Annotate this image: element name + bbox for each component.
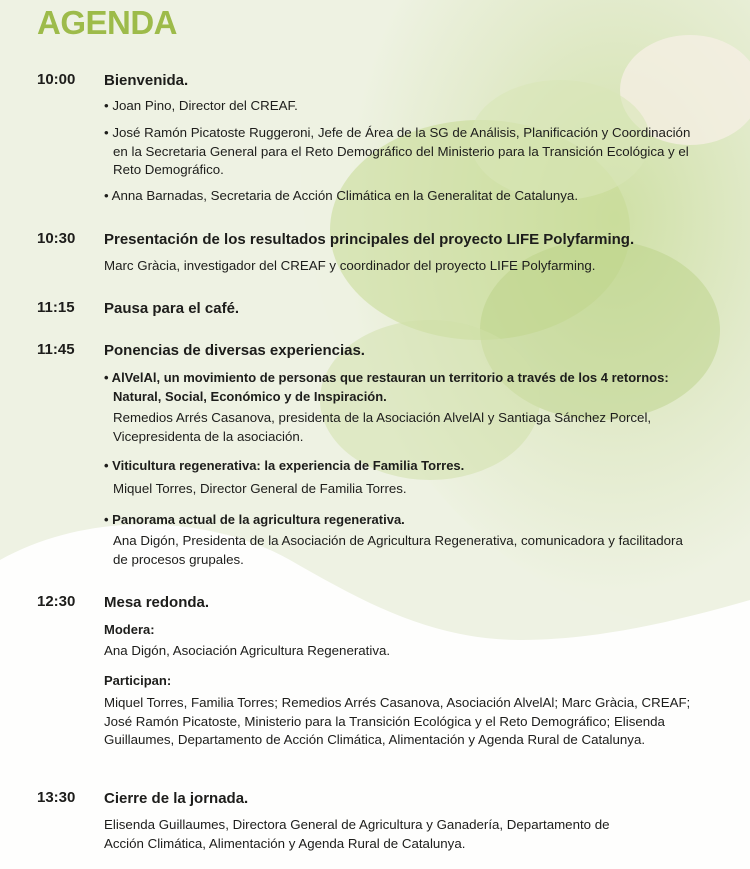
speaker-text: Marc Gràcia, investigador del CREAF y coordinador del proyecto LIFE Polyfarming.	[104, 258, 596, 273]
agenda-time: 10:00	[37, 71, 76, 88]
moderator-label: Modera:	[104, 622, 155, 637]
agenda-heading: Cierre de la jornada.	[104, 790, 249, 807]
participants-label: Participan:	[104, 673, 172, 688]
talk-speaker: Remedios Arrés Casanova, presidenta de la Asociación AlvelAl y Santiaga Sánchez Porcel, Vicepresidenta de la asociación.	[113, 410, 652, 444]
talk-speaker: Ana Digón, Presidenta de la Asociación de Agricultura Regenerativa, comunicadora y facilitadora de procesos grupales.	[113, 533, 683, 567]
agenda-heading: Mesa redonda.	[104, 594, 210, 611]
speaker-bullet: • Anna Barnadas, Secretaria de Acción Climática en la Generalitat de Catalunya.	[104, 188, 579, 203]
speaker-bullet: • José Ramón Picatoste Ruggeroni, Jefe de Área de la SG de Análisis, Planificación y Coordinación en la Secretaria General para el Reto Demográfico del Ministerio para la Transición Ecológica y el Reto Demográfico.	[104, 125, 691, 177]
agenda-heading: Bienvenida.	[104, 72, 189, 89]
speaker-bullet: • Joan Pino, Director del CREAF.	[104, 98, 298, 113]
moderator-text: Ana Digón, Asociación Agricultura Regenerativa.	[104, 643, 391, 658]
agenda-time: 11:45	[37, 341, 75, 358]
agenda-time: 10:30	[37, 230, 76, 247]
agenda-title: AGENDA	[37, 4, 178, 41]
talk-speaker: Miquel Torres, Director General de Familia Torres.	[113, 481, 407, 496]
agenda-time: 12:30	[37, 593, 76, 610]
agenda-heading: Pausa para el café.	[104, 300, 240, 317]
talk-title: • Panorama actual de la agricultura regenerativa.	[104, 512, 405, 527]
agenda-heading: Ponencias de diversas experiencias.	[104, 342, 365, 359]
agenda-time: 11:15	[37, 299, 75, 316]
talk-title: • Viticultura regenerativa: la experiencia de Familia Torres.	[104, 458, 465, 473]
participants-text: Miquel Torres, Familia Torres; Remedios Arrés Casanova, Asociación AlvelAl; Marc Gràcia, CREAF; José Ramón Picatoste, Ministerio para la Transición Ecológica y el Reto Demográfico; Elisenda Guillaumes, Departamento de Acción Climática, Alimentación y Agenda Rural de Catalunya.	[104, 695, 691, 747]
agenda-time: 13:30	[37, 789, 76, 806]
talk-title: • AlVelAl, un movimiento de personas que restauran un territorio a través de los 4 retornos: Natural, Social, Económico y de Inspiración.	[104, 370, 669, 404]
closing-text: Elisenda Guillaumes, Directora General de Agricultura y Ganadería, Departamento de Acción Climática, Alimentación y Agenda Rural de Catalunya.	[104, 817, 610, 851]
agenda-heading: Presentación de los resultados principales del proyecto LIFE Polyfarming.	[104, 231, 635, 248]
